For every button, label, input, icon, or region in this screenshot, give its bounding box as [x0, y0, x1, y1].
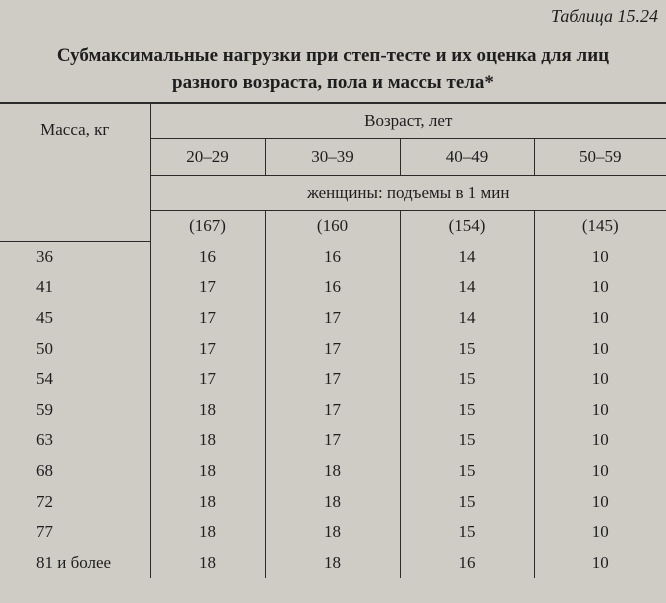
mass-cell: 59: [0, 394, 150, 425]
value-cell: 15: [400, 456, 534, 487]
value-cell: 17: [265, 333, 400, 364]
value-cell: 15: [400, 394, 534, 425]
value-cell: 18: [150, 486, 265, 517]
mass-cell: 45: [0, 303, 150, 334]
mass-cell: 63: [0, 425, 150, 456]
value-cell: 17: [150, 272, 265, 303]
value-cell: 10: [534, 456, 666, 487]
header-subtitle: женщины: подъемы в 1 мин: [150, 176, 666, 211]
mass-cell: 72: [0, 486, 150, 517]
value-cell: 10: [534, 272, 666, 303]
value-cell: 10: [534, 486, 666, 517]
value-cell: 18: [150, 517, 265, 548]
value-cell: 18: [150, 547, 265, 578]
value-cell: 17: [265, 303, 400, 334]
value-cell: 17: [265, 425, 400, 456]
mass-cell: 68: [0, 456, 150, 487]
value-cell: 10: [534, 547, 666, 578]
value-cell: 18: [150, 456, 265, 487]
value-cell: 15: [400, 517, 534, 548]
value-cell: 18: [265, 517, 400, 548]
value-cell: 10: [534, 364, 666, 395]
table-row: [0, 425, 666, 456]
value-cell: 10: [534, 394, 666, 425]
table-row: [0, 241, 666, 272]
table-row: [0, 517, 666, 548]
mass-cell: 81 и более: [0, 547, 150, 578]
value-cell: 16: [265, 272, 400, 303]
value-cell: 16: [400, 547, 534, 578]
value-cell: 15: [400, 333, 534, 364]
value-cell: 14: [400, 241, 534, 272]
value-cell: 15: [400, 364, 534, 395]
value-cell: 10: [534, 425, 666, 456]
table-row: [0, 333, 666, 364]
mass-cell: 41: [0, 272, 150, 303]
header-age-range: 30–39: [265, 139, 400, 176]
mass-cell: 54: [0, 364, 150, 395]
value-cell: 18: [265, 486, 400, 517]
step-test-table: [0, 102, 666, 578]
value-cell: 14: [400, 272, 534, 303]
title-line-1: Субмаксимальные нагрузки при степ-тесте и их оценка для лиц: [56, 45, 610, 66]
table-row: [0, 547, 666, 578]
header-heart-rate: (160: [265, 211, 400, 242]
table-row: [0, 394, 666, 425]
header-mass: Масса, кг: [0, 103, 150, 241]
header-age-range: 20–29: [150, 139, 265, 176]
table-title: [0, 42, 666, 96]
value-cell: 15: [400, 486, 534, 517]
value-cell: 17: [150, 333, 265, 364]
table-number: Таблица 15.24: [550, 6, 658, 26]
value-cell: 18: [150, 425, 265, 456]
header-age-range: 40–49: [400, 139, 534, 176]
value-cell: 17: [150, 303, 265, 334]
mass-cell: 50: [0, 333, 150, 364]
table-row: [0, 272, 666, 303]
value-cell: 16: [265, 241, 400, 272]
value-cell: 10: [534, 303, 666, 334]
header-heart-rate: (167): [150, 211, 265, 242]
header-heart-rate: (145): [534, 211, 666, 242]
mass-cell: 77: [0, 517, 150, 548]
value-cell: 14: [400, 303, 534, 334]
value-cell: 18: [150, 394, 265, 425]
value-cell: 15: [400, 425, 534, 456]
value-cell: 17: [265, 394, 400, 425]
header-age: Возраст, лет: [150, 103, 666, 139]
value-cell: 10: [534, 241, 666, 272]
value-cell: 16: [150, 241, 265, 272]
table-row: [0, 456, 666, 487]
title-line-2: разного возраста, пола и массы тела*: [172, 72, 494, 93]
table-row: [0, 486, 666, 517]
header-age-range: 50–59: [534, 139, 666, 176]
table-row: [0, 364, 666, 395]
mass-cell: 36: [0, 241, 150, 272]
value-cell: 10: [534, 517, 666, 548]
value-cell: 10: [534, 333, 666, 364]
value-cell: 17: [150, 364, 265, 395]
header-heart-rate: (154): [400, 211, 534, 242]
table-row: [0, 303, 666, 334]
value-cell: 18: [265, 456, 400, 487]
value-cell: 17: [265, 364, 400, 395]
value-cell: 18: [265, 547, 400, 578]
